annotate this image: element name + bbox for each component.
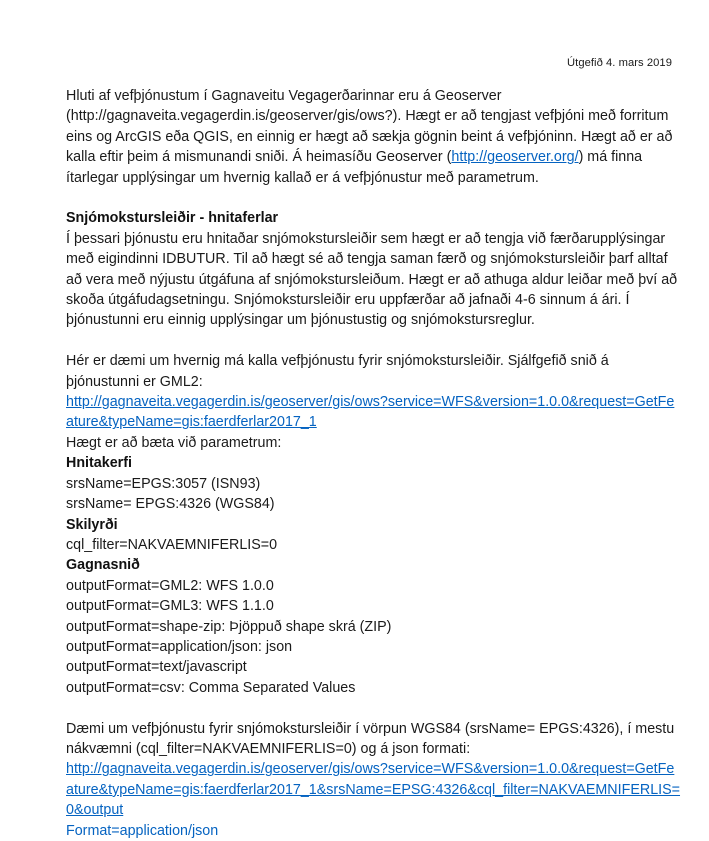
parameter-item: srsName= EPGS:4326 (WGS84) <box>66 496 275 513</box>
parameter-group-title-gagnasnid: Gagnasnið <box>66 557 140 574</box>
section-paragraph: Í þessari þjónustu eru hnitaðar snjómokstursleiðir sem hægt er að tengja við færðarupplýsingar með eigindinni IDBUTUR. Til að hægt sé að tengja saman færð og snjómokstursleiðir þarf alltaf að vera með nýjustu útgáfuna af snjómokstursleiðum. Hægt er að athuga aldur leiðar með því að skoða útgáfudagsetningu. Snjómokstursleiðir eru uppfærðar að jafnaði 4-6 sinnum á ári. Í þjónustunni eru einnig upplýsingar um þjónustustig og snjómokstursreglur. <box>66 230 678 329</box>
parameter-group-items-skilyrdi <box>66 535 682 555</box>
parameter-item: outputFormat=shape-zip: Þjöppuð shape skrá (ZIP) <box>66 618 392 635</box>
spacer <box>66 698 682 718</box>
parameter-group-items-gagnasnid <box>66 576 682 698</box>
parameter-item: outputFormat=application/json: json <box>66 638 293 655</box>
parameter-item: srsName=EPGS:3057 (ISN93) <box>66 475 261 492</box>
parameter-item: outputFormat=csv: Comma Separated Values <box>66 679 356 696</box>
parameter-group-title-skilyrdi: Skilyrði <box>66 516 118 533</box>
parameters-intro: Hægt er að bæta við parametrum: <box>66 434 282 451</box>
geoserver-org-link[interactable]: http://geoserver.org/ <box>451 149 579 166</box>
intro-paragraph <box>66 86 682 188</box>
parameter-item: cql_filter=NAKVAEMNIFERLIS=0 <box>66 536 278 553</box>
document-header-date: Útgefið 4. mars 2019 <box>567 57 672 69</box>
parameter-item: outputFormat=text/javascript <box>66 659 247 676</box>
final-example-url-link-tail[interactable]: Format=application/json <box>66 822 219 839</box>
intro-paragraph-tail: ) má finna ítarlegar upplýsingar um hvernig kallað er á vefþjónustur með parametrum. <box>66 149 643 186</box>
spacer <box>66 188 682 208</box>
spacer <box>66 331 682 351</box>
final-example-intro: Dæmi um vefþjónustu fyrir snjómokstursleiðir í vörpun WGS84 (srsName= EPGS:4326), í mestu nákvæmni (cql_filter=NAKVAEMNIFERLIS=0) og á json formati: <box>66 720 675 757</box>
parameter-group-title-hnitakerfi: Hnitakerfi <box>66 455 132 472</box>
example-intro: Hér er dæmi um hvernig má kalla vefþjónustu fyrir snjómokstursleiðir. Sjálfgefið snið á þjónustunni er GML2: <box>66 353 609 390</box>
parameter-group-items-hnitakerfi <box>66 474 682 515</box>
parameter-item: outputFormat=GML2: WFS 1.0.0 <box>66 577 274 594</box>
section-heading: Snjómokstursleiðir - hnitaferlar <box>66 210 279 227</box>
final-example-url-link[interactable]: http://gagnaveita.vegagerdin.is/geoserver/gis/ows?service=WFS&version=1.0.0&request=GetFeature&typeName=gis:faerdferlar2017_1&srsName=EPSG:4326&cql_filter=NAKVAEMNIFERLIS=0&output <box>66 761 681 819</box>
example-service-url-link[interactable]: http://gagnaveita.vegagerdin.is/geoserver/gis/ows?service=WFS&version=1.0.0&request=GetFeature&typeName=gis:faerdferlar2017_1 <box>66 394 675 431</box>
intro-paragraph-text: Hluti af vefþjónustum í Gagnaveitu Vegagerðarinnar eru á Geoserver (http://gagnaveita.vegagerdin.is/geoserver/gis/ows?). Hægt er að tengjast vefþjóni með forritum eins og ArcGIS eða QGIS, en einnig er hægt að sækja gögnin beint á vefþjóninn. Hægt að er að kalla eftir þeim á mismunandi sniði. Á heimasíðu Geoserver ( <box>66 88 673 166</box>
parameter-item: outputFormat=GML3: WFS 1.1.0 <box>66 598 274 615</box>
document-body <box>66 86 682 841</box>
